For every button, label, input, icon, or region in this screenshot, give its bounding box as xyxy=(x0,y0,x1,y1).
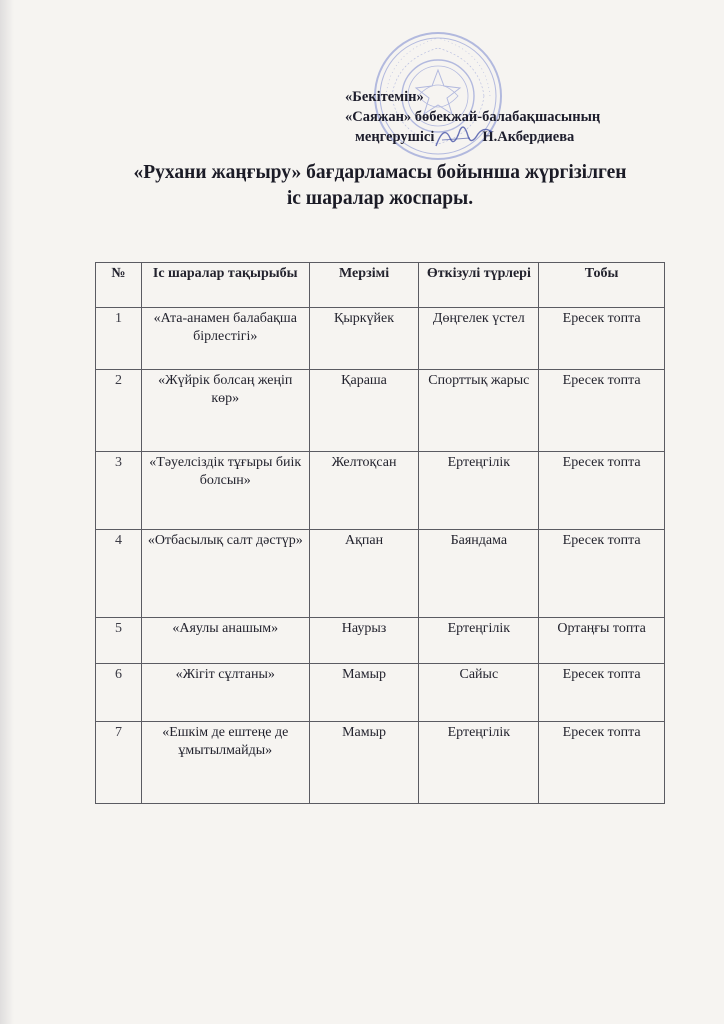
row-group: Ересек топта xyxy=(539,308,665,370)
row-type: Сайыс xyxy=(419,664,539,722)
row-topic: «Отбасылық салт дәстүр» xyxy=(141,530,309,618)
row-group: Ересек топта xyxy=(539,664,665,722)
header-topic: Іс шаралар тақырыбы xyxy=(141,263,309,308)
header-number: № xyxy=(96,263,142,308)
row-topic: «Ешкім де ештеңе де ұмытылмайды» xyxy=(141,722,309,804)
row-number: 5 xyxy=(96,618,142,664)
row-topic: «Ата-анамен балабақша бірлестігі» xyxy=(141,308,309,370)
row-type: Спорттық жарыс xyxy=(419,370,539,452)
row-term: Ақпан xyxy=(309,530,419,618)
row-number: 2 xyxy=(96,370,142,452)
table-row xyxy=(96,722,665,804)
row-number: 7 xyxy=(96,722,142,804)
row-group: Ересек топта xyxy=(539,370,665,452)
row-type: Ертеңгілік xyxy=(419,452,539,530)
header-type: Өткізулі түрлері xyxy=(419,263,539,308)
events-plan-table xyxy=(95,262,665,804)
table-header-row xyxy=(96,263,665,308)
row-group: Ересек топта xyxy=(539,722,665,804)
row-group: Ортаңғы топта xyxy=(539,618,665,664)
approver-name: Н.Акбердиева xyxy=(482,129,575,145)
row-group: Ересек топта xyxy=(539,452,665,530)
document-title xyxy=(60,160,700,212)
row-term: Мамыр xyxy=(309,664,419,722)
row-term: Наурыз xyxy=(309,618,419,664)
row-term: Қыркүйек xyxy=(309,308,419,370)
table-row xyxy=(96,452,665,530)
row-term: Мамыр xyxy=(309,722,419,804)
row-term: Желтоқсан xyxy=(309,452,419,530)
table-row xyxy=(96,308,665,370)
row-topic: «Жігіт сұлтаны» xyxy=(141,664,309,722)
row-number: 4 xyxy=(96,530,142,618)
row-type: Ертеңгілік xyxy=(419,618,539,664)
approval-label: «Бекітемін» xyxy=(345,89,424,105)
header-group: Тобы xyxy=(539,263,665,308)
table-row xyxy=(96,618,665,664)
row-number: 3 xyxy=(96,452,142,530)
approver-role: меңгерушісі xyxy=(355,129,435,145)
row-type: Ертеңгілік xyxy=(419,722,539,804)
row-group: Ересек топта xyxy=(539,530,665,618)
header-term: Мерзімі xyxy=(309,263,419,308)
row-type: Баяндама xyxy=(419,530,539,618)
table-row xyxy=(96,664,665,722)
row-topic: «Жүйрік болсаң жеңіп көр» xyxy=(141,370,309,452)
row-number: 1 xyxy=(96,308,142,370)
row-topic: «Аяулы анашым» xyxy=(141,618,309,664)
row-topic: «Тәуелсіздік тұғыры биік болсын» xyxy=(141,452,309,530)
row-type: Дөңгелек үстел xyxy=(419,308,539,370)
title-line-2: іс шаралар жоспары. xyxy=(286,188,474,209)
institution-name: «Саяжан» бөбекжай-балабақшасының xyxy=(345,109,601,125)
row-number: 6 xyxy=(96,664,142,722)
table-row xyxy=(96,370,665,452)
title-line-1: «Рухани жаңғыру» бағдарламасы бойынша жүргізілген xyxy=(133,162,627,183)
table-row xyxy=(96,530,665,618)
scan-edge-shadow xyxy=(0,0,14,1024)
handwritten-signature xyxy=(430,118,500,154)
row-term: Қараша xyxy=(309,370,419,452)
